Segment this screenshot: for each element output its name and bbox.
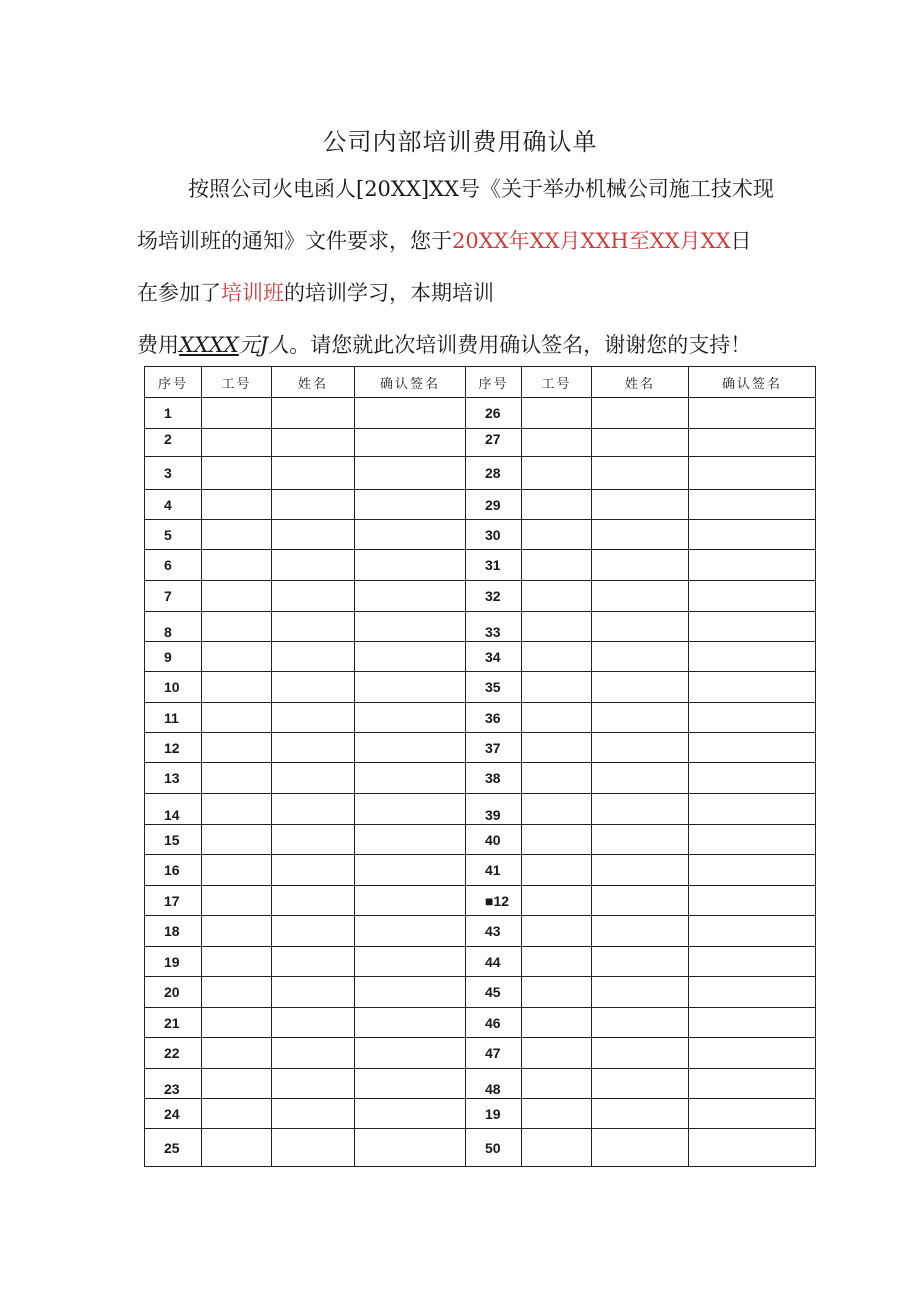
name-cell[interactable] bbox=[592, 1069, 689, 1099]
row-number: 50 bbox=[466, 1129, 522, 1167]
table-row bbox=[145, 581, 816, 612]
fee-unit: 元J人 bbox=[238, 333, 290, 357]
employee-id-cell[interactable] bbox=[522, 916, 592, 947]
employee-id-cell[interactable] bbox=[522, 642, 592, 672]
employee-id-cell[interactable] bbox=[202, 763, 272, 794]
header-name: 姓名 bbox=[272, 367, 355, 398]
name-cell[interactable] bbox=[592, 977, 689, 1008]
employee-id-cell[interactable] bbox=[202, 457, 272, 490]
row-number: 12 bbox=[145, 733, 202, 763]
header-employee-id: 工号 bbox=[522, 367, 592, 398]
notice-text: 。请您就此次培训费用确认签名，谢谢您的支持！ bbox=[289, 333, 752, 357]
row-number: 16 bbox=[145, 855, 202, 886]
employee-id-cell[interactable] bbox=[202, 703, 272, 733]
employee-id-cell[interactable] bbox=[522, 398, 592, 429]
name-cell[interactable] bbox=[592, 1008, 689, 1038]
table-row bbox=[145, 1008, 816, 1038]
name-cell[interactable] bbox=[592, 947, 689, 977]
notice-line-2 bbox=[137, 225, 752, 255]
row-number: 18 bbox=[145, 916, 202, 947]
row-number: 28 bbox=[466, 457, 522, 490]
signature-cell[interactable] bbox=[355, 977, 466, 1008]
signature-cell[interactable] bbox=[689, 1069, 816, 1099]
row-number: 6 bbox=[145, 550, 202, 581]
notice-line-1 bbox=[188, 173, 774, 203]
row-number: 36 bbox=[466, 703, 522, 733]
row-number: 43 bbox=[466, 916, 522, 947]
signature-table bbox=[144, 366, 816, 1167]
name-cell[interactable] bbox=[592, 642, 689, 672]
training-fee-amount: XXXX bbox=[179, 333, 239, 357]
header-seq: 序号 bbox=[466, 367, 522, 398]
table-row bbox=[145, 398, 816, 429]
name-cell[interactable] bbox=[272, 855, 355, 886]
employee-id-cell[interactable] bbox=[522, 855, 592, 886]
header-seq: 序号 bbox=[145, 367, 202, 398]
signature-cell[interactable] bbox=[355, 581, 466, 612]
row-number: 3 bbox=[145, 457, 202, 490]
name-cell[interactable] bbox=[592, 490, 689, 520]
employee-id-cell[interactable] bbox=[522, 1099, 592, 1129]
signature-cell[interactable] bbox=[689, 581, 816, 612]
signature-cell[interactable] bbox=[689, 672, 816, 703]
signature-cell[interactable] bbox=[355, 1129, 466, 1167]
signature-cell[interactable] bbox=[355, 763, 466, 794]
name-cell[interactable] bbox=[592, 703, 689, 733]
employee-id-cell[interactable] bbox=[522, 947, 592, 977]
header-signature: 确认签名 bbox=[355, 367, 466, 398]
name-cell[interactable] bbox=[592, 855, 689, 886]
signature-cell[interactable] bbox=[355, 1069, 466, 1099]
name-cell[interactable] bbox=[272, 550, 355, 581]
employee-id-cell[interactable] bbox=[522, 763, 592, 794]
row-number: 29 bbox=[466, 490, 522, 520]
signature-cell[interactable] bbox=[355, 429, 466, 457]
employee-id-cell[interactable] bbox=[522, 886, 592, 916]
row-number: 17 bbox=[145, 886, 202, 916]
name-cell[interactable] bbox=[272, 612, 355, 642]
name-cell[interactable] bbox=[592, 672, 689, 703]
table-row bbox=[145, 947, 816, 977]
name-cell[interactable] bbox=[272, 825, 355, 855]
row-number: 9 bbox=[145, 642, 202, 672]
employee-id-cell[interactable] bbox=[202, 1099, 272, 1129]
employee-id-cell[interactable] bbox=[522, 1008, 592, 1038]
employee-id-cell[interactable] bbox=[202, 1069, 272, 1099]
table-row bbox=[145, 490, 816, 520]
name-cell[interactable] bbox=[592, 1129, 689, 1167]
row-number: 39 bbox=[466, 794, 522, 825]
header-employee-id: 工号 bbox=[202, 367, 272, 398]
employee-id-cell[interactable] bbox=[202, 1038, 272, 1069]
table-row bbox=[145, 794, 816, 825]
employee-id-cell[interactable] bbox=[202, 429, 272, 457]
signature-cell[interactable] bbox=[689, 612, 816, 642]
name-cell[interactable] bbox=[592, 457, 689, 490]
row-number: 47 bbox=[466, 1038, 522, 1069]
table-row bbox=[145, 1099, 816, 1129]
signature-cell[interactable] bbox=[355, 916, 466, 947]
page-title: 公司内部培训费用确认单 bbox=[322, 128, 598, 156]
row-number: 32 bbox=[466, 581, 522, 612]
table-row bbox=[145, 672, 816, 703]
employee-id-cell[interactable] bbox=[522, 612, 592, 642]
name-cell[interactable] bbox=[592, 429, 689, 457]
header-name: 姓名 bbox=[592, 367, 689, 398]
employee-id-cell[interactable] bbox=[202, 947, 272, 977]
row-number: 48 bbox=[466, 1069, 522, 1099]
name-cell[interactable] bbox=[272, 703, 355, 733]
name-cell[interactable] bbox=[272, 642, 355, 672]
signature-cell[interactable] bbox=[689, 398, 816, 429]
name-cell[interactable] bbox=[272, 1069, 355, 1099]
row-number: 30 bbox=[466, 520, 522, 550]
signature-cell[interactable] bbox=[355, 457, 466, 490]
notice-text: 费用 bbox=[137, 333, 179, 357]
employee-id-cell[interactable] bbox=[522, 490, 592, 520]
row-number: 24 bbox=[145, 1099, 202, 1129]
name-cell[interactable] bbox=[272, 977, 355, 1008]
employee-id-cell[interactable] bbox=[522, 794, 592, 825]
name-cell[interactable] bbox=[592, 612, 689, 642]
employee-id-cell[interactable] bbox=[522, 703, 592, 733]
signature-cell[interactable] bbox=[689, 947, 816, 977]
row-number: 1 bbox=[145, 398, 202, 429]
signature-cell[interactable] bbox=[355, 520, 466, 550]
table-row bbox=[145, 733, 816, 763]
notice-line-3 bbox=[137, 277, 494, 307]
signature-cell[interactable] bbox=[355, 794, 466, 825]
name-cell[interactable] bbox=[272, 1038, 355, 1069]
name-cell[interactable] bbox=[592, 733, 689, 763]
signature-cell[interactable] bbox=[689, 490, 816, 520]
name-cell[interactable] bbox=[272, 763, 355, 794]
employee-id-cell[interactable] bbox=[202, 520, 272, 550]
name-cell[interactable] bbox=[592, 825, 689, 855]
signature-cell[interactable] bbox=[689, 916, 816, 947]
signature-cell[interactable] bbox=[689, 855, 816, 886]
signature-cell[interactable] bbox=[355, 1099, 466, 1129]
name-cell[interactable] bbox=[272, 490, 355, 520]
table-row bbox=[145, 825, 816, 855]
table-row bbox=[145, 855, 816, 886]
row-number: 27 bbox=[466, 429, 522, 457]
table-row bbox=[145, 703, 816, 733]
employee-id-cell[interactable] bbox=[522, 581, 592, 612]
table-row bbox=[145, 612, 816, 642]
signature-cell[interactable] bbox=[689, 794, 816, 825]
employee-id-cell[interactable] bbox=[202, 794, 272, 825]
name-cell[interactable] bbox=[592, 398, 689, 429]
signature-cell[interactable] bbox=[355, 886, 466, 916]
signature-cell[interactable] bbox=[689, 825, 816, 855]
row-number: 11 bbox=[145, 703, 202, 733]
signature-cell[interactable] bbox=[355, 703, 466, 733]
row-number: 44 bbox=[466, 947, 522, 977]
row-number: 19 bbox=[145, 947, 202, 977]
employee-id-cell[interactable] bbox=[522, 672, 592, 703]
signature-cell[interactable] bbox=[689, 642, 816, 672]
signature-cell[interactable] bbox=[689, 429, 816, 457]
employee-id-cell[interactable] bbox=[202, 550, 272, 581]
employee-id-cell[interactable] bbox=[522, 733, 592, 763]
table-row bbox=[145, 763, 816, 794]
table-header-row bbox=[145, 367, 816, 398]
employee-id-cell[interactable] bbox=[522, 520, 592, 550]
employee-id-cell[interactable] bbox=[522, 429, 592, 457]
row-number: 25 bbox=[145, 1129, 202, 1167]
name-cell[interactable] bbox=[592, 794, 689, 825]
name-cell[interactable] bbox=[592, 520, 689, 550]
training-course-name: 培训班 bbox=[221, 281, 284, 305]
row-number: 5 bbox=[145, 520, 202, 550]
name-cell[interactable] bbox=[272, 1129, 355, 1167]
notice-text: 的培训学习，本期培训 bbox=[284, 281, 494, 305]
row-number: 10 bbox=[145, 672, 202, 703]
row-number: 2 bbox=[145, 429, 202, 457]
row-number: 37 bbox=[466, 733, 522, 763]
row-number: ■12 bbox=[466, 886, 522, 916]
name-cell[interactable] bbox=[272, 733, 355, 763]
header-signature: 确认签名 bbox=[689, 367, 816, 398]
row-number: 41 bbox=[466, 855, 522, 886]
table-row bbox=[145, 1129, 816, 1167]
table-row bbox=[145, 429, 816, 457]
signature-cell[interactable] bbox=[689, 550, 816, 581]
row-number: 15 bbox=[145, 825, 202, 855]
table-row bbox=[145, 1038, 816, 1069]
employee-id-cell[interactable] bbox=[522, 457, 592, 490]
row-number: 20 bbox=[145, 977, 202, 1008]
name-cell[interactable] bbox=[592, 1099, 689, 1129]
table-row bbox=[145, 457, 816, 490]
signature-cell[interactable] bbox=[355, 733, 466, 763]
name-cell[interactable] bbox=[272, 1099, 355, 1129]
signature-cell[interactable] bbox=[689, 457, 816, 490]
employee-id-cell[interactable] bbox=[202, 1129, 272, 1167]
notice-line-4 bbox=[137, 329, 751, 359]
employee-id-cell[interactable] bbox=[202, 977, 272, 1008]
row-number: 8 bbox=[145, 612, 202, 642]
table-row bbox=[145, 1069, 816, 1099]
employee-id-cell[interactable] bbox=[522, 1038, 592, 1069]
name-cell[interactable] bbox=[272, 672, 355, 703]
row-number: 23 bbox=[145, 1069, 202, 1099]
employee-id-cell[interactable] bbox=[202, 825, 272, 855]
notice-text: 日 bbox=[730, 229, 752, 253]
row-number: 35 bbox=[466, 672, 522, 703]
employee-id-cell[interactable] bbox=[202, 916, 272, 947]
signature-cell[interactable] bbox=[689, 1038, 816, 1069]
signature-cell[interactable] bbox=[355, 398, 466, 429]
employee-id-cell[interactable] bbox=[522, 825, 592, 855]
signature-cell[interactable] bbox=[355, 550, 466, 581]
row-number: 38 bbox=[466, 763, 522, 794]
signature-cell[interactable] bbox=[689, 886, 816, 916]
table-row bbox=[145, 977, 816, 1008]
name-cell[interactable] bbox=[272, 886, 355, 916]
signature-cell[interactable] bbox=[355, 1038, 466, 1069]
employee-id-cell[interactable] bbox=[202, 642, 272, 672]
row-number: 46 bbox=[466, 1008, 522, 1038]
name-cell[interactable] bbox=[592, 1038, 689, 1069]
signature-cell[interactable] bbox=[355, 947, 466, 977]
employee-id-cell[interactable] bbox=[202, 672, 272, 703]
table-row bbox=[145, 550, 816, 581]
signature-cell[interactable] bbox=[355, 642, 466, 672]
employee-id-cell[interactable] bbox=[202, 855, 272, 886]
row-number: 22 bbox=[145, 1038, 202, 1069]
signature-cell[interactable] bbox=[355, 855, 466, 886]
name-cell[interactable] bbox=[272, 581, 355, 612]
employee-id-cell[interactable] bbox=[202, 612, 272, 642]
name-cell[interactable] bbox=[272, 457, 355, 490]
row-number: 14 bbox=[145, 794, 202, 825]
employee-id-cell[interactable] bbox=[202, 886, 272, 916]
row-number: 7 bbox=[145, 581, 202, 612]
employee-id-cell[interactable] bbox=[522, 977, 592, 1008]
employee-id-cell[interactable] bbox=[202, 581, 272, 612]
employee-id-cell[interactable] bbox=[522, 1129, 592, 1167]
signature-cell[interactable] bbox=[355, 825, 466, 855]
signature-cell[interactable] bbox=[355, 490, 466, 520]
name-cell[interactable] bbox=[592, 886, 689, 916]
signature-cell[interactable] bbox=[689, 977, 816, 1008]
table-row bbox=[145, 520, 816, 550]
row-number: 34 bbox=[466, 642, 522, 672]
employee-id-cell[interactable] bbox=[522, 1069, 592, 1099]
name-cell[interactable] bbox=[272, 520, 355, 550]
name-cell[interactable] bbox=[272, 429, 355, 457]
name-cell[interactable] bbox=[272, 916, 355, 947]
notice-text: 在参加了 bbox=[137, 281, 221, 305]
row-number: 21 bbox=[145, 1008, 202, 1038]
employee-id-cell[interactable] bbox=[522, 550, 592, 581]
signature-cell[interactable] bbox=[689, 1129, 816, 1167]
row-number: 4 bbox=[145, 490, 202, 520]
employee-id-cell[interactable] bbox=[202, 1008, 272, 1038]
row-number: 26 bbox=[466, 398, 522, 429]
name-cell[interactable] bbox=[272, 398, 355, 429]
signature-cell[interactable] bbox=[689, 703, 816, 733]
row-number: 19 bbox=[466, 1099, 522, 1129]
notice-text: 场培训班的通知》文件要求，您于 bbox=[137, 229, 452, 253]
name-cell[interactable] bbox=[272, 947, 355, 977]
table-row bbox=[145, 886, 816, 916]
signature-cell[interactable] bbox=[355, 672, 466, 703]
table-row bbox=[145, 642, 816, 672]
employee-id-cell[interactable] bbox=[202, 733, 272, 763]
row-number: 40 bbox=[466, 825, 522, 855]
row-number: 45 bbox=[466, 977, 522, 1008]
row-number: 31 bbox=[466, 550, 522, 581]
employee-id-cell[interactable] bbox=[202, 490, 272, 520]
name-cell[interactable] bbox=[592, 550, 689, 581]
name-cell[interactable] bbox=[592, 763, 689, 794]
name-cell[interactable] bbox=[592, 581, 689, 612]
signature-cell[interactable] bbox=[689, 1099, 816, 1129]
signature-cell[interactable] bbox=[689, 520, 816, 550]
notice-text: 按照公司火电函人[20XX]XX号《关于举办机械公司施工技术现 bbox=[188, 177, 774, 201]
signature-cell[interactable] bbox=[355, 612, 466, 642]
signature-cell[interactable] bbox=[689, 733, 816, 763]
row-number: 33 bbox=[466, 612, 522, 642]
name-cell[interactable] bbox=[272, 1008, 355, 1038]
name-cell[interactable] bbox=[272, 794, 355, 825]
signature-cell[interactable] bbox=[689, 763, 816, 794]
table-row bbox=[145, 916, 816, 947]
employee-id-cell[interactable] bbox=[202, 398, 272, 429]
row-number: 13 bbox=[145, 763, 202, 794]
training-date-range: 20XX年XX月XXH至XX月XX bbox=[452, 229, 731, 253]
name-cell[interactable] bbox=[592, 916, 689, 947]
signature-cell[interactable] bbox=[355, 1008, 466, 1038]
signature-cell[interactable] bbox=[689, 1008, 816, 1038]
